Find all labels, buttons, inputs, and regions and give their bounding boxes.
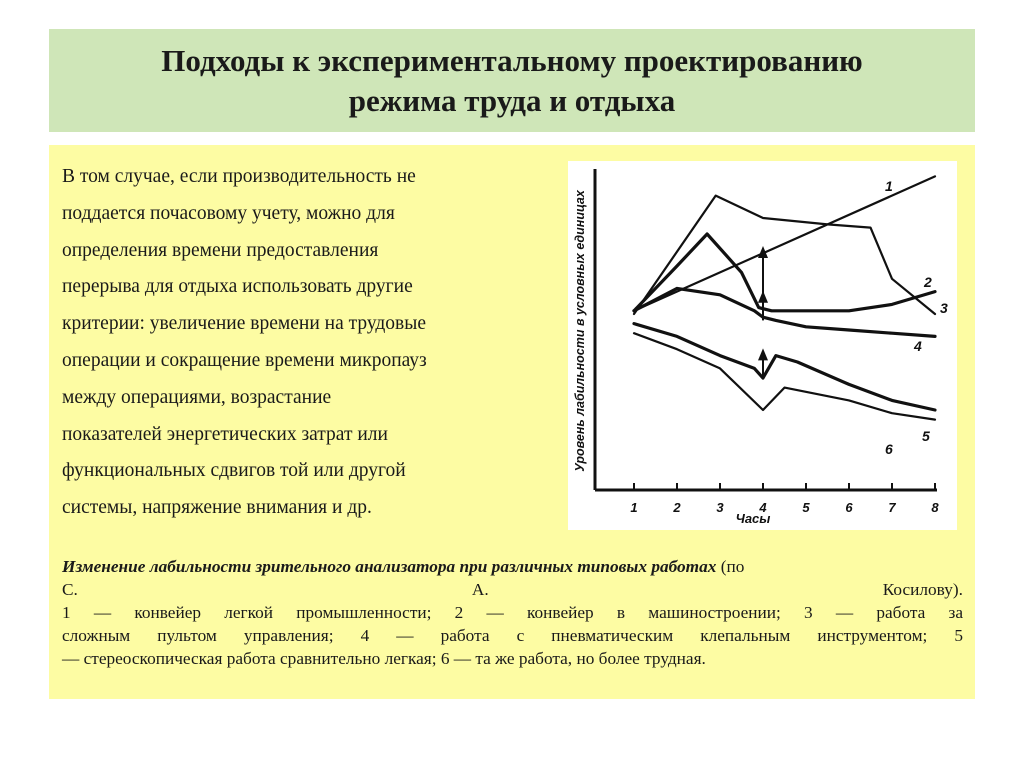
series-label-1: 1 xyxy=(885,178,893,194)
caption-title-line xyxy=(62,555,963,578)
caption-source-initial-c: С. xyxy=(62,580,78,599)
x-tick-label: 7 xyxy=(888,500,896,515)
caption-source-open: (по xyxy=(720,557,745,576)
body-line: операции и сокращение времени микропауз xyxy=(62,349,427,371)
caption-legend-line: сложным пультом управления; 4 — работа с пневматическим клепальным инструментом; 5 xyxy=(62,626,963,645)
caption-source-line xyxy=(62,578,963,601)
x-tick-label: 6 xyxy=(845,500,853,515)
body-line: определения времени предоставления xyxy=(62,239,379,261)
x-tick-label: 1 xyxy=(630,500,638,515)
x-tick-label: 2 xyxy=(673,500,681,515)
chart-svg xyxy=(568,161,957,530)
lability-chart xyxy=(568,161,957,530)
caption-source-initial-a: А. xyxy=(471,580,489,599)
series-label-3: 3 xyxy=(940,300,948,316)
series-label-2: 2 xyxy=(924,274,932,290)
y-axis-label: Уровень лабильности в условных единицах xyxy=(573,190,587,472)
body-line: показателей энергетических затрат или xyxy=(62,423,388,445)
caption-legend-line: — стереоскопическая работа сравнительно легкая; 6 — та же работа, но более трудная. xyxy=(62,649,706,668)
title-banner xyxy=(49,29,975,132)
figure-caption xyxy=(62,555,963,670)
x-tick-label: 4 xyxy=(759,500,767,515)
series-label-5: 5 xyxy=(922,428,930,444)
series-line-1 xyxy=(634,176,935,310)
page-title-line-2: режима труда и отдыха xyxy=(348,82,676,118)
marker-arrow-head xyxy=(758,291,768,303)
x-tick-label: 8 xyxy=(931,500,939,515)
page-title-line-1: Подходы к экспериментальному проектированию xyxy=(161,42,863,78)
body-line: критерии: увеличение времени на трудовые xyxy=(62,313,427,335)
x-tick-label: 3 xyxy=(716,500,724,515)
body-line: В том случае, если производительность не xyxy=(62,166,416,187)
series-line-5 xyxy=(634,324,935,410)
x-axis-label: Часы xyxy=(735,511,771,526)
content-panel xyxy=(49,145,975,699)
body-line: функциональных сдвигов той или другой xyxy=(62,460,406,482)
x-tick-label: 5 xyxy=(802,500,810,515)
body-line: поддается почасовому учету, можно для xyxy=(62,202,395,224)
series-line-6 xyxy=(634,333,935,419)
caption-legend-line: 1 — конвейер легкой промышленности; 2 — конвейер в машиностроении; 3 — работа за xyxy=(62,603,963,622)
body-line: перерыва для отдыха использовать другие xyxy=(62,276,413,298)
body-line: между операциями, возрастание xyxy=(62,386,332,408)
body-line: системы, напряжение внимания и др. xyxy=(62,497,372,519)
series-line-2 xyxy=(634,196,935,314)
series-label-4: 4 xyxy=(914,338,922,354)
caption-bold-title: Изменение лабильности зрительного анализатора при различных типовых работах xyxy=(62,557,717,576)
caption-source-name: Косилову). xyxy=(882,580,963,599)
marker-arrow-head xyxy=(758,348,768,360)
series-label-6: 6 xyxy=(885,441,893,457)
body-paragraph xyxy=(62,159,547,527)
